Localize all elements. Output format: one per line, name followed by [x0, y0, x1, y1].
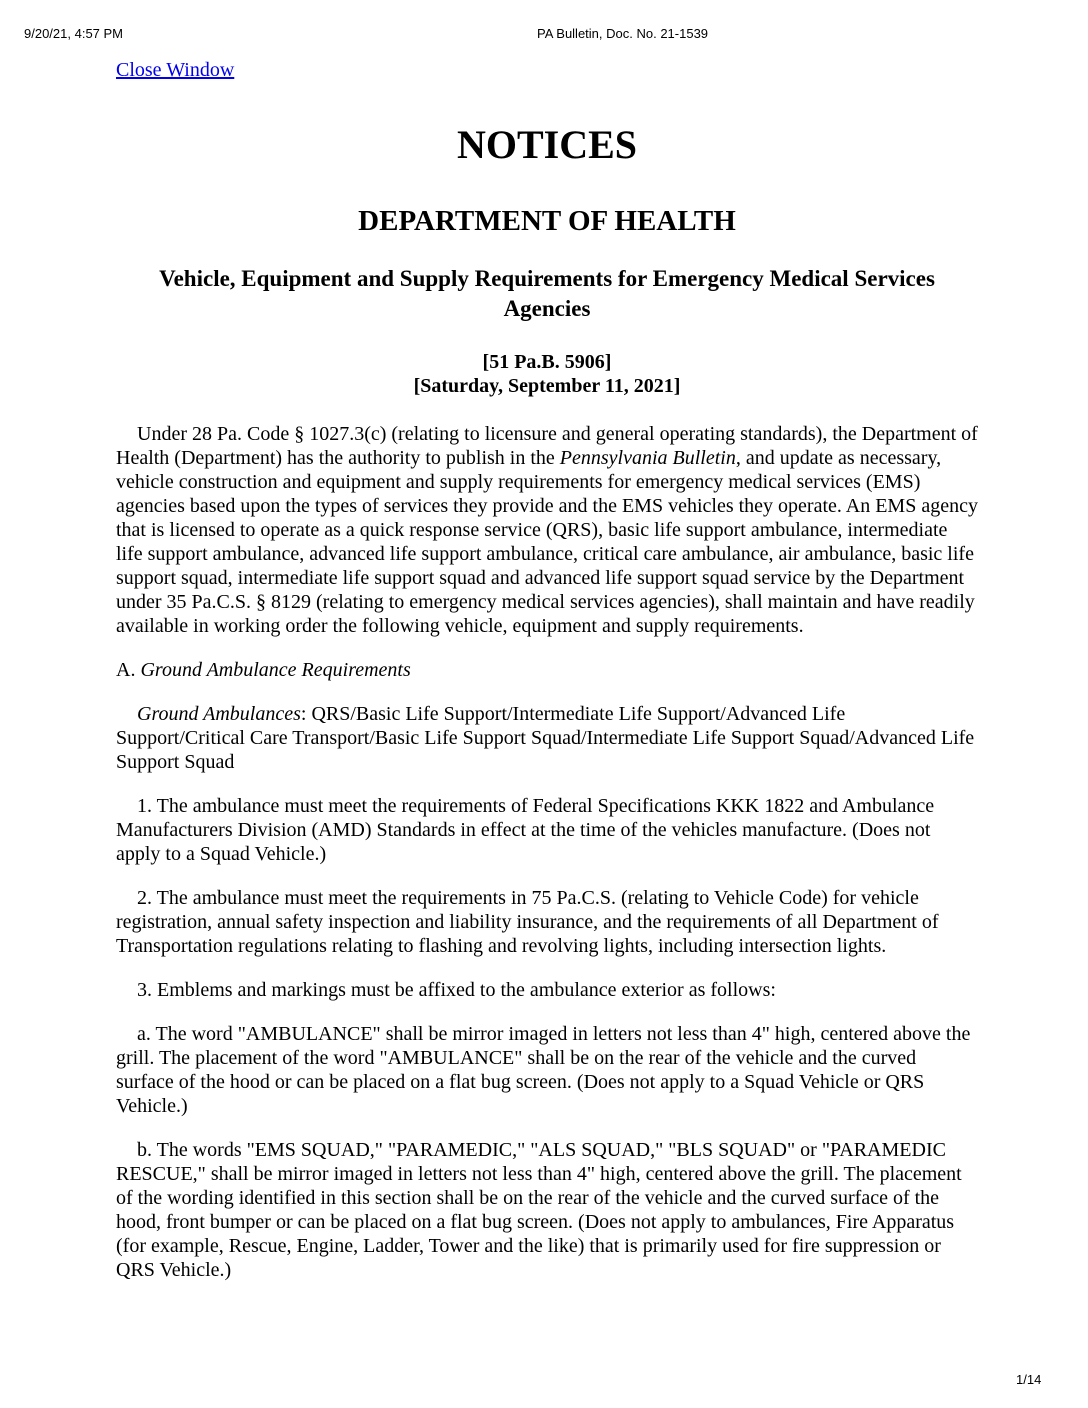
requirement-item-3: 3. Emblems and markings must be affixed to the ambulance exterior as follows:: [137, 979, 776, 1001]
section-a-heading: [116, 658, 978, 682]
bulletin-citation: [51 Pa.B. 5906]: [482, 351, 612, 373]
department-heading: DEPARTMENT OF HEALTH: [358, 205, 736, 237]
section-a-label: A.: [116, 659, 141, 681]
print-title: PA Bulletin, Doc. No. 21-1539: [537, 26, 709, 41]
ground-ambulances-paragraph: [116, 702, 978, 774]
page-title: NOTICES: [456, 122, 638, 167]
print-datetime: 9/20/21, 4:57 PM: [24, 26, 124, 41]
notice-subject: Vehicle, Equipment and Supply Requirements for Emergency Medical Services Agencies: [159, 266, 935, 321]
ground-ambulances-label: Ground Ambulances: [137, 703, 301, 725]
print-header: [0, 26, 1088, 46]
ground-ambulances-text: : QRS/Basic Life Support/Intermediate Life Support/Advanced Life Support/Critical Care Transport/Basic Life Support Squad/Intermediate Life Support Squad/Advanced Life Support Squad: [116, 703, 975, 773]
requirement-item-1: 1. The ambulance must meet the requirements of Federal Specifications KKK 1822 and Ambulance Manufacturers Division (AMD) Standards in effect at the time of the vehicles manufacture. (Does not apply to a Squad Vehicle.): [116, 795, 935, 865]
citation-block: [116, 350, 978, 398]
intro-text-1: Under 28 Pa. Code § 1027.3(c) (relating to licensure and general operating standards), the Department of Health (Department) has the authority to publish in the: [116, 423, 978, 469]
intro-italic-title: Pennsylvania Bulletin: [559, 447, 736, 469]
section-a-title: Ground Ambulance Requirements: [140, 659, 411, 681]
intro-text-2: , and update as necessary, vehicle construction and equipment and supply requirements for emergency medical services (EMS) agencies based upon the types of services they provide and the EMS vehicles they operate. An EMS agency that is licensed to operate as a quick response service (QRS), basic life support ambulance, intermediate life support ambulance, advanced life support ambulance, critical care ambulance, air ambulance, basic life support squad, intermediate life support squad and advanced life support squad service by the Department under 35 Pa.C.S. § 8129 (relating to emergency medical services agencies), shall maintain and have readily available in working order the following vehicle, equipment and supply requirements.: [116, 447, 978, 637]
close-window-link[interactable]: Close Window: [116, 59, 235, 81]
publication-date: [Saturday, September 11, 2021]: [413, 375, 681, 397]
requirement-item-3a: a. The word "AMBULANCE" shall be mirror imaged in letters not less than 4" high, centered above the grill. The placement of the word "AMBULANCE" shall be on the rear of the vehicle and the curved surface of the hood or can be placed on a flat bug screen. (Does not apply to a Squad Vehicle or QRS Vehicle.): [116, 1023, 971, 1117]
intro-paragraph: [116, 422, 978, 638]
page-number: 1/14: [1016, 1372, 1042, 1387]
document-content: [116, 58, 978, 1302]
requirement-item-3b: b. The words "EMS SQUAD," "PARAMEDIC," "ALS SQUAD," "BLS SQUAD" or "PARAMEDIC RESCUE," shall be mirror imaged in letters not less than 4" high, centered above the grill. The placement of the wording identified in this section shall be on the rear of the vehicle and the curved surface of the hood, front bumper or can be placed on a flat bug screen. (Does not apply to ambulances, Fire Apparatus (for example, Rescue, Engine, Ladder, Tower and the like) that is primarily used for fire suppression or QRS Vehicle.): [116, 1139, 962, 1281]
requirement-item-2: 2. The ambulance must meet the requirements in 75 Pa.C.S. (relating to Vehicle Code) for vehicle registration, annual safety inspection and liability insurance, and the requirements of all Department of Transportation regulations relating to flashing and revolving lights, including intersection lights.: [116, 887, 939, 957]
